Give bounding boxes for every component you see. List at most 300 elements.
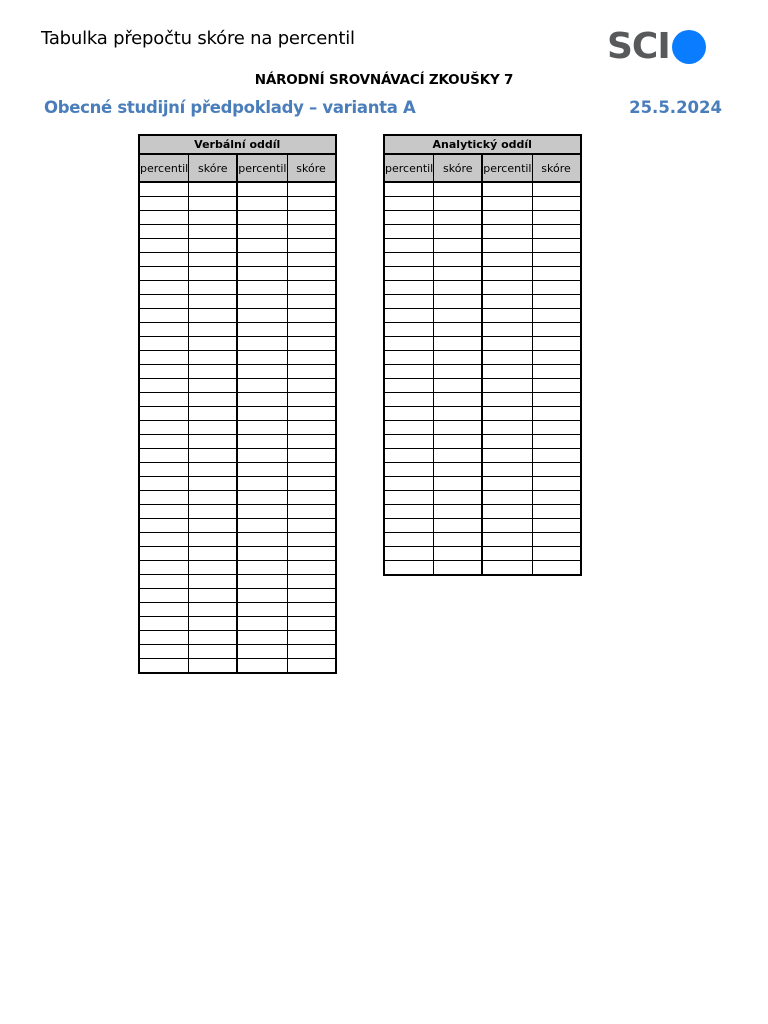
table-cell [532,421,581,435]
table-row [139,631,336,645]
table-row [139,435,336,449]
table-cell [287,407,336,421]
table-cell [237,323,287,337]
table-cell [189,547,238,561]
table-cell [237,435,287,449]
table-row [139,659,336,674]
table-cell [434,351,483,365]
table-cell [384,309,434,323]
table-cell [384,421,434,435]
table-cell [237,603,287,617]
table-cell [287,435,336,449]
table-cell [237,477,287,491]
column-header-percentil: percentil [384,154,434,182]
table-cell [237,337,287,351]
table-cell [384,533,434,547]
table-cell [139,337,189,351]
table-cell [434,267,483,281]
table-cell [139,393,189,407]
table-cell [384,435,434,449]
table-row [384,239,581,253]
table-cell [434,491,483,505]
table-cell [384,365,434,379]
table-cell [532,435,581,449]
table-cell [384,547,434,561]
table-cell [189,645,238,659]
table-cell [482,393,532,407]
table-cell [532,533,581,547]
table-cell [482,253,532,267]
table-cell [139,645,189,659]
table-cell [189,617,238,631]
table-cell [139,547,189,561]
table-cell [237,617,287,631]
table-row [384,225,581,239]
table-row [139,379,336,393]
table-cell [237,659,287,674]
table-cell [434,547,483,561]
table-row [139,407,336,421]
table-row [139,253,336,267]
table-cell [384,239,434,253]
table-cell [139,253,189,267]
table-row [139,575,336,589]
table-cell [287,645,336,659]
table-cell [384,197,434,211]
table-body [139,182,336,673]
table-cell [384,211,434,225]
table-cell [384,449,434,463]
table-cell [434,449,483,463]
table-cell [434,519,483,533]
table-row [384,281,581,295]
table-cell [532,519,581,533]
table-cell [287,351,336,365]
table-row [384,449,581,463]
table-cell [532,449,581,463]
table-cell [189,267,238,281]
table-cell [287,547,336,561]
table-cell [237,589,287,603]
table-cell [532,225,581,239]
table-cell [287,659,336,674]
table-row [384,323,581,337]
table-cell [434,309,483,323]
table-row [139,239,336,253]
table-cell [287,365,336,379]
table-cell [287,337,336,351]
table-row [139,421,336,435]
table-cell [189,379,238,393]
table-row [384,505,581,519]
table-row [139,351,336,365]
table-row [139,617,336,631]
table-cell [139,575,189,589]
table-cell [434,505,483,519]
table-cell [482,351,532,365]
table-cell [384,463,434,477]
table-cell [482,295,532,309]
table-cell [287,505,336,519]
table-cell [482,379,532,393]
table-cell [482,505,532,519]
table-cell [434,407,483,421]
table-cell [384,407,434,421]
table-cell [482,309,532,323]
table-cell [189,211,238,225]
table-row [139,267,336,281]
table-cell [139,309,189,323]
table-cell [287,575,336,589]
table-cell [532,351,581,365]
table-row [384,477,581,491]
table-cell [287,379,336,393]
table-cell [139,533,189,547]
table-cell [384,379,434,393]
table-cell [384,253,434,267]
table-cell [139,225,189,239]
table-cell [237,309,287,323]
table-row [384,253,581,267]
table-row [139,561,336,575]
table-row [139,197,336,211]
table-cell [287,463,336,477]
table-cell [482,365,532,379]
table-row [384,337,581,351]
table-cell [434,533,483,547]
verbal-section-table [138,134,337,674]
table-cell [189,253,238,267]
logo-dot-icon [672,30,706,64]
table-cell [139,267,189,281]
table-cell [237,421,287,435]
table-cell [434,421,483,435]
table-cell [384,281,434,295]
table-cell [434,379,483,393]
table-row [384,211,581,225]
table-cell [287,603,336,617]
table-cell [189,337,238,351]
table-cell [532,211,581,225]
table-row [384,365,581,379]
table-cell [139,211,189,225]
table-cell [482,337,532,351]
exam-subtitle: Obecné studijní předpoklady – varianta A [44,98,416,117]
table-cell [189,295,238,309]
table-cell [384,491,434,505]
table-cell [532,309,581,323]
table-cell [237,211,287,225]
table-section-title: Verbální oddíl [139,135,336,154]
table-cell [189,575,238,589]
table-row [139,589,336,603]
table-cell [287,323,336,337]
table-cell [482,547,532,561]
table-row [139,519,336,533]
table-cell [532,239,581,253]
table-cell [532,337,581,351]
table-cell [532,253,581,267]
table-cell [189,421,238,435]
table-cell [384,295,434,309]
table-cell [189,407,238,421]
table-cell [434,477,483,491]
column-header-percentil: percentil [237,154,287,182]
table-row [139,323,336,337]
table-body [384,182,581,575]
table-cell [287,533,336,547]
table-cell [237,463,287,477]
table-cell [434,295,483,309]
table-cell [384,505,434,519]
table-row [139,309,336,323]
table-row [384,519,581,533]
table-cell [532,491,581,505]
table-cell [139,463,189,477]
table-row [384,351,581,365]
table-cell [434,393,483,407]
table-cell [532,295,581,309]
table-cell [139,281,189,295]
table-row [139,281,336,295]
table-row [384,407,581,421]
table-cell [482,561,532,576]
table-cell [237,449,287,463]
table-cell [434,463,483,477]
table-cell [237,645,287,659]
column-header-skore: skóre [434,154,483,182]
table-cell [139,449,189,463]
table-row [384,267,581,281]
table-cell [287,182,336,197]
table-row [139,533,336,547]
table-cell [189,603,238,617]
table-cell [139,603,189,617]
table-cell [482,407,532,421]
table-cell [384,323,434,337]
table-cell [139,617,189,631]
table-row [139,547,336,561]
table-row [384,182,581,197]
document-title: Tabulka přepočtu skóre na percentil [41,28,355,49]
table-cell [482,463,532,477]
table-row [139,225,336,239]
table-cell [237,365,287,379]
table-cell [532,323,581,337]
table-cell [532,407,581,421]
table-cell [287,267,336,281]
column-header-skore: skóre [189,154,238,182]
table-cell [139,365,189,379]
table-row [384,309,581,323]
table-cell [384,182,434,197]
table-cell [189,239,238,253]
table-cell [189,659,238,674]
table-cell [384,225,434,239]
table-cell [189,561,238,575]
table-cell [384,561,434,576]
table-cell [237,561,287,575]
table-cell [384,351,434,365]
table-cell [384,519,434,533]
table-cell [482,281,532,295]
table-cell [139,197,189,211]
table-cell [139,239,189,253]
table-cell [434,225,483,239]
table-cell [384,337,434,351]
table-cell [532,197,581,211]
exam-date: 25.5.2024 [629,98,722,117]
table-cell [434,211,483,225]
table-cell [482,435,532,449]
table-cell [532,463,581,477]
table-cell [189,365,238,379]
table-row [139,365,336,379]
table-cell [237,239,287,253]
table-row [139,463,336,477]
logo-text: SCI [607,26,670,67]
column-header-percentil: percentil [139,154,189,182]
table-cell [237,253,287,267]
table-cell [139,477,189,491]
table-row [384,561,581,576]
table-cell [434,281,483,295]
table-cell [139,379,189,393]
table-row [139,645,336,659]
table-cell [139,589,189,603]
table-row [139,603,336,617]
table-row [139,505,336,519]
table-cell [434,197,483,211]
table-cell [434,182,483,197]
table-cell [139,659,189,674]
table-cell [532,561,581,576]
table-cell [482,491,532,505]
table-section-title: Analytický oddíl [384,135,581,154]
table-cell [384,267,434,281]
table-cell [434,435,483,449]
table-cell [287,589,336,603]
table-cell [237,393,287,407]
table-row [384,533,581,547]
table-cell [287,393,336,407]
table-cell [482,323,532,337]
scio-logo [607,27,731,67]
table-cell [237,575,287,589]
table-cell [287,309,336,323]
table-cell [189,182,238,197]
table-row [384,435,581,449]
table-cell [237,351,287,365]
table-cell [532,393,581,407]
table-cell [139,435,189,449]
table-cell [237,379,287,393]
table-cell [287,449,336,463]
table-row [139,182,336,197]
table-cell [287,519,336,533]
table-cell [482,182,532,197]
table-row [139,491,336,505]
table-cell [189,449,238,463]
table-row [384,295,581,309]
exam-title: NÁRODNÍ SROVNÁVACÍ ZKOUŠKY 7 [254,72,514,88]
table-cell [189,589,238,603]
table-cell [532,182,581,197]
table-cell [434,323,483,337]
table-cell [139,505,189,519]
table-row [139,477,336,491]
table-cell [189,351,238,365]
table-cell [532,477,581,491]
table-cell [384,477,434,491]
table-cell [434,253,483,267]
table-cell [287,617,336,631]
table-cell [287,421,336,435]
table-cell [237,631,287,645]
table-row [384,463,581,477]
table-cell [287,225,336,239]
column-header-skore: skóre [532,154,581,182]
table-cell [532,267,581,281]
table-cell [434,239,483,253]
table-cell [482,519,532,533]
table-cell [434,365,483,379]
table-cell [287,477,336,491]
table-cell [482,225,532,239]
table-row [139,295,336,309]
table-cell [287,197,336,211]
table-cell [237,281,287,295]
table-cell [237,225,287,239]
table-cell [482,477,532,491]
table-cell [139,323,189,337]
table-cell [237,295,287,309]
table-cell [237,491,287,505]
table-cell [287,561,336,575]
table-cell [482,421,532,435]
table-cell [237,197,287,211]
table-cell [532,379,581,393]
table-cell [482,197,532,211]
table-cell [482,211,532,225]
table-cell [237,407,287,421]
table-cell [287,239,336,253]
column-header-skore: skóre [287,154,336,182]
table-cell [482,267,532,281]
table-cell [482,533,532,547]
table-row [384,421,581,435]
table-cell [237,547,287,561]
table-row [139,449,336,463]
table-cell [434,561,483,576]
table-cell [189,225,238,239]
table-cell [287,631,336,645]
table-cell [189,281,238,295]
table-cell [287,211,336,225]
table-cell [189,393,238,407]
table-cell [139,631,189,645]
table-cell [532,281,581,295]
table-cell [189,505,238,519]
table-cell [139,491,189,505]
table-cell [139,407,189,421]
table-cell [189,519,238,533]
table-cell [287,253,336,267]
table-cell [189,323,238,337]
table-row [139,393,336,407]
table-cell [189,463,238,477]
table-cell [237,519,287,533]
